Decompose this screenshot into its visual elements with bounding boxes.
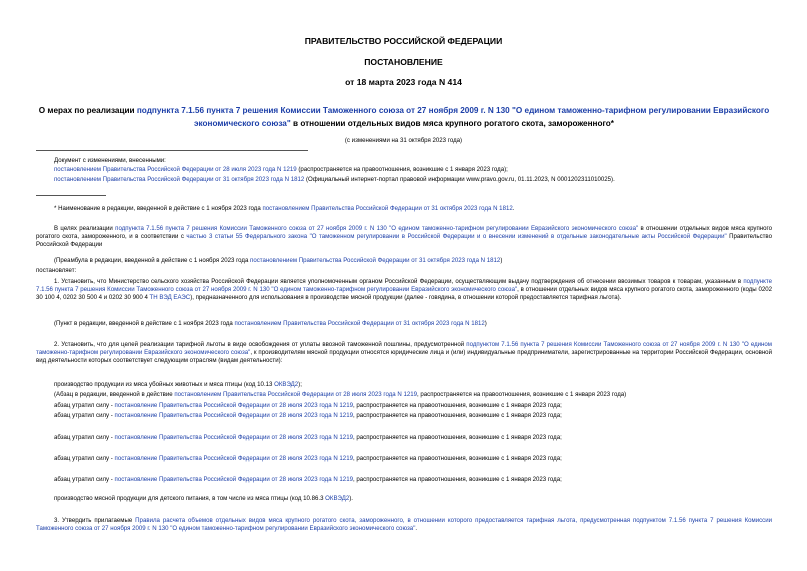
decides-label: постановляет: [36, 267, 77, 274]
lapsed-end: , распространяется на правоотношения, возникшие с 1 января 2023 года; [352, 412, 562, 419]
document-type: ПОСТАНОВЛЕНИЕ [364, 57, 443, 67]
item-1-paragraph [36, 278, 772, 302]
change-link-1812[interactable]: постановлением Правительства Российской Федерации от 31 октября 2023 года N 1812 [54, 176, 305, 183]
title-text-start: О мерах по реализации [38, 106, 137, 115]
lapsed-paragraph-4 [54, 455, 562, 463]
footnote-link-1812[interactable]: постановлением Правительства Российской Федерации от 31 октября 2023 года N 1812 [262, 205, 513, 212]
lapsed-link-1219[interactable]: постановление Правительства Российской Федерации от 28 июля 2023 года N 1219 [114, 476, 353, 483]
footnote-end: . [512, 205, 515, 212]
production-children-text: производство мясной продукции для детского питания, в том числе из мяса птицы (код 10.86.3 [54, 495, 326, 502]
preamble-note-end: ) [500, 257, 503, 264]
preamble-note [54, 257, 502, 265]
item-2-production-children [54, 495, 353, 503]
production-meat-okved-link[interactable]: ОКВЭД2 [274, 381, 299, 388]
item-2-text-1: 2. Установить, что для целей реализации тарифной льготы в виде освобождения от уплаты ввозной таможенной пошлины, предусмотренной [54, 341, 467, 348]
preamble-note-text: (Преамбула в редакции, введенной в действие с 1 ноября 2023 года [54, 257, 251, 264]
lapsed-paragraph-2 [54, 412, 562, 420]
change-text-1: (распространяется на правоотношения, возникшие с 1 января 2023 года); [296, 166, 508, 173]
document-title [36, 104, 772, 130]
divider-footnote [36, 195, 106, 196]
lapsed-end: , распространяется на правоотношения, возникшие с 1 января 2023 года; [352, 476, 562, 483]
lapsed-paragraph-1 [54, 402, 562, 410]
item-2-abz-note [54, 391, 626, 399]
abz-note-end: , распространяется на правоотношения, возникшие с 1 января 2023 года) [417, 391, 627, 398]
item-1-text-2: , в отношении отдельных видов мяса крупного рогатого скота, замороженного (коды 0202 30 100 4, 0202 30 500 4 и 0202 30 900 4 [36, 286, 773, 301]
lapsed-link-1219[interactable]: постановление Правительства Российской Федерации от 28 июля 2023 года N 1219 [114, 434, 353, 441]
production-children-end: ). [349, 495, 353, 502]
lapsed-text: абзац утратил силу - [54, 455, 115, 462]
preamble-link-federal-law[interactable]: частью 3 статьи 55 Федерального закона "О таможенном регулировании в Российской Федерации и о внесении изменений в отдельные законодательные акты Российской Федерации" [186, 233, 727, 240]
footnote [54, 205, 514, 213]
item-1-text-3: ), предназначенного для использования в производстве мясной продукции (далее - говядина, в отношении которой предоставляется тарифная льгота). [190, 294, 622, 301]
item-2-paragraph [36, 341, 772, 365]
production-meat-text: производство продукции из мяса убойных животных и мяса птицы (код 10.13 [54, 381, 275, 388]
item-2-text-2: , к производителям мясной продукции относятся юридические лица и (или) индивидуальные предприниматели, зарегистрированные на территории Российской Федерации, основной вид деятельности которых соответствует следующим отраслям (видам деятельности): [36, 349, 772, 364]
item-1-text-1: 1. Установить, что Министерство сельского хозяйства Российской Федерации является уполномоченным органом Российской Федерации, осуществляющим выдачу подтверждения об отнесении ввозимых товаров к товарам, указанным в [54, 278, 744, 285]
change-item-2 [54, 176, 615, 184]
lapsed-link-1219[interactable]: постановление Правительства Российской Федерации от 28 июля 2023 года N 1219 [114, 412, 353, 419]
change-text-2: (Официальный интернет-портал правовой информации www.pravo.gov.ru, 01.11.2023, N 0001202311010025). [304, 176, 615, 183]
lapsed-paragraph-5 [54, 476, 562, 484]
preamble-paragraph [36, 225, 772, 249]
abz-note-link-1219[interactable]: постановлением Правительства Российской Федерации от 28 июля 2023 года N 1219 [174, 391, 418, 398]
item-2-production-meat [54, 381, 302, 389]
lapsed-text: абзац утратил силу - [54, 412, 115, 419]
lapsed-text: абзац утратил силу - [54, 476, 115, 483]
government-name: ПРАВИТЕЛЬСТВО РОССИЙСКОЙ ФЕДЕРАЦИИ [304, 36, 503, 46]
preamble-text-1: В целях реализации [54, 225, 116, 232]
abz-note-text: (Абзац в редакции, введенной в действие [54, 391, 175, 398]
divider-top [36, 150, 308, 151]
lapsed-end: , распространяется на правоотношения, возникшие с 1 января 2023 года; [352, 434, 562, 441]
lapsed-end: , распространяется на правоотношения, возникшие с 1 января 2023 года; [352, 402, 562, 409]
item-1-note [54, 320, 487, 328]
lapsed-link-1219[interactable]: постановление Правительства Российской Федерации от 28 июля 2023 года N 1219 [114, 455, 353, 462]
production-meat-end: ); [298, 381, 302, 388]
lapsed-text: абзац утратил силу - [54, 402, 115, 409]
item-1-note-text: (Пункт в редакции, введенной в действие с 1 ноября 2023 года [54, 320, 235, 327]
title-text-end: в отношении отдельных видов мяса крупного рогатого скота, замороженного* [290, 119, 614, 128]
change-link-1219[interactable]: постановлением Правительства Российской Федерации от 28 июля 2023 года N 1219 [54, 166, 297, 173]
preamble-text-3: Правительство Российской Федерации [36, 233, 772, 248]
item-2-link-decision-130[interactable]: подпунктом 7.1.56 пункта 7 решения Комиссии Таможенного союза от 27 ноября 2009 г. N 130 "О едином таможенно-тарифном регулировании Евразийского экономического союза" [36, 341, 772, 356]
item-3-link-rules[interactable]: Правила расчета объемов отдельных видов мяса крупного рогатого скота, замороженного, в отношении которого предоставляется тарифная льгота, предусмотренная подпунктом 7.1.56 пункта 7 решения Комиссии Таможенного союза от 27 ноября 2009 г. N 130 "О едином таможенно-тарифном регулировании Евразийского экономического союза" [36, 517, 772, 532]
item-3-text-1: 3. Утвердить прилагаемые [54, 517, 136, 524]
item-3-end: . [415, 525, 418, 532]
preamble-link-decision-130[interactable]: подпункта 7.1.56 пункта 7 решения Комиссии Таможенного союза от 27 ноября 2009 г. N 130 "О едином таможенно-тарифном регулировании Евразийского экономического союза" [115, 225, 639, 232]
lapsed-end: , распространяется на правоотношения, возникшие с 1 января 2023 года; [352, 455, 562, 462]
item-1-link-tn-ved[interactable]: ТН ВЭД ЕАЭС [149, 294, 191, 301]
preamble-text-2: в отношении отдельных видов мяса крупного рогатого скота, замороженного, и в соответствии с [36, 225, 772, 240]
preamble-note-link-1812[interactable]: постановлением Правительства Российской Федерации от 31 октября 2023 года N 1812 [250, 257, 501, 264]
item-1-note-end: ) [484, 320, 487, 327]
item-3-paragraph [36, 517, 772, 533]
changes-label: Документ с изменениями, внесенными: [54, 157, 166, 164]
production-children-okved-link[interactable]: ОКВЭД2 [325, 495, 350, 502]
change-item-1 [54, 166, 508, 174]
document-date-number: от 18 марта 2023 года N 414 [345, 77, 462, 87]
item-1-link-decision-130[interactable]: подпункте 7.1.56 пункта 7 решения Комиссии Таможенного союза от 27 ноября 2009 г. N 130 "О едином таможенно-тарифном регулировании Евразийского экономического союза" [36, 278, 772, 293]
title-link-decision-130[interactable]: подпункта 7.1.56 пункта 7 решения Комиссии Таможенного союза от 27 ноября 2009 г. N 130 "О едином таможенно-тарифном регулировании Евразийского экономического союза" [136, 106, 770, 128]
lapsed-paragraph-3 [54, 434, 562, 442]
lapsed-text: абзац утратил силу - [54, 434, 115, 441]
amendment-note: (с изменениями на 31 октября 2023 года) [344, 137, 463, 144]
footnote-text: * Наименование в редакции, введенной в действие с 1 ноября 2023 года [54, 205, 263, 212]
lapsed-link-1219[interactable]: постановление Правительства Российской Федерации от 28 июля 2023 года N 1219 [114, 402, 353, 409]
item-1-note-link-1812[interactable]: постановлением Правительства Российской Федерации от 31 октября 2023 года N 1812 [234, 320, 485, 327]
